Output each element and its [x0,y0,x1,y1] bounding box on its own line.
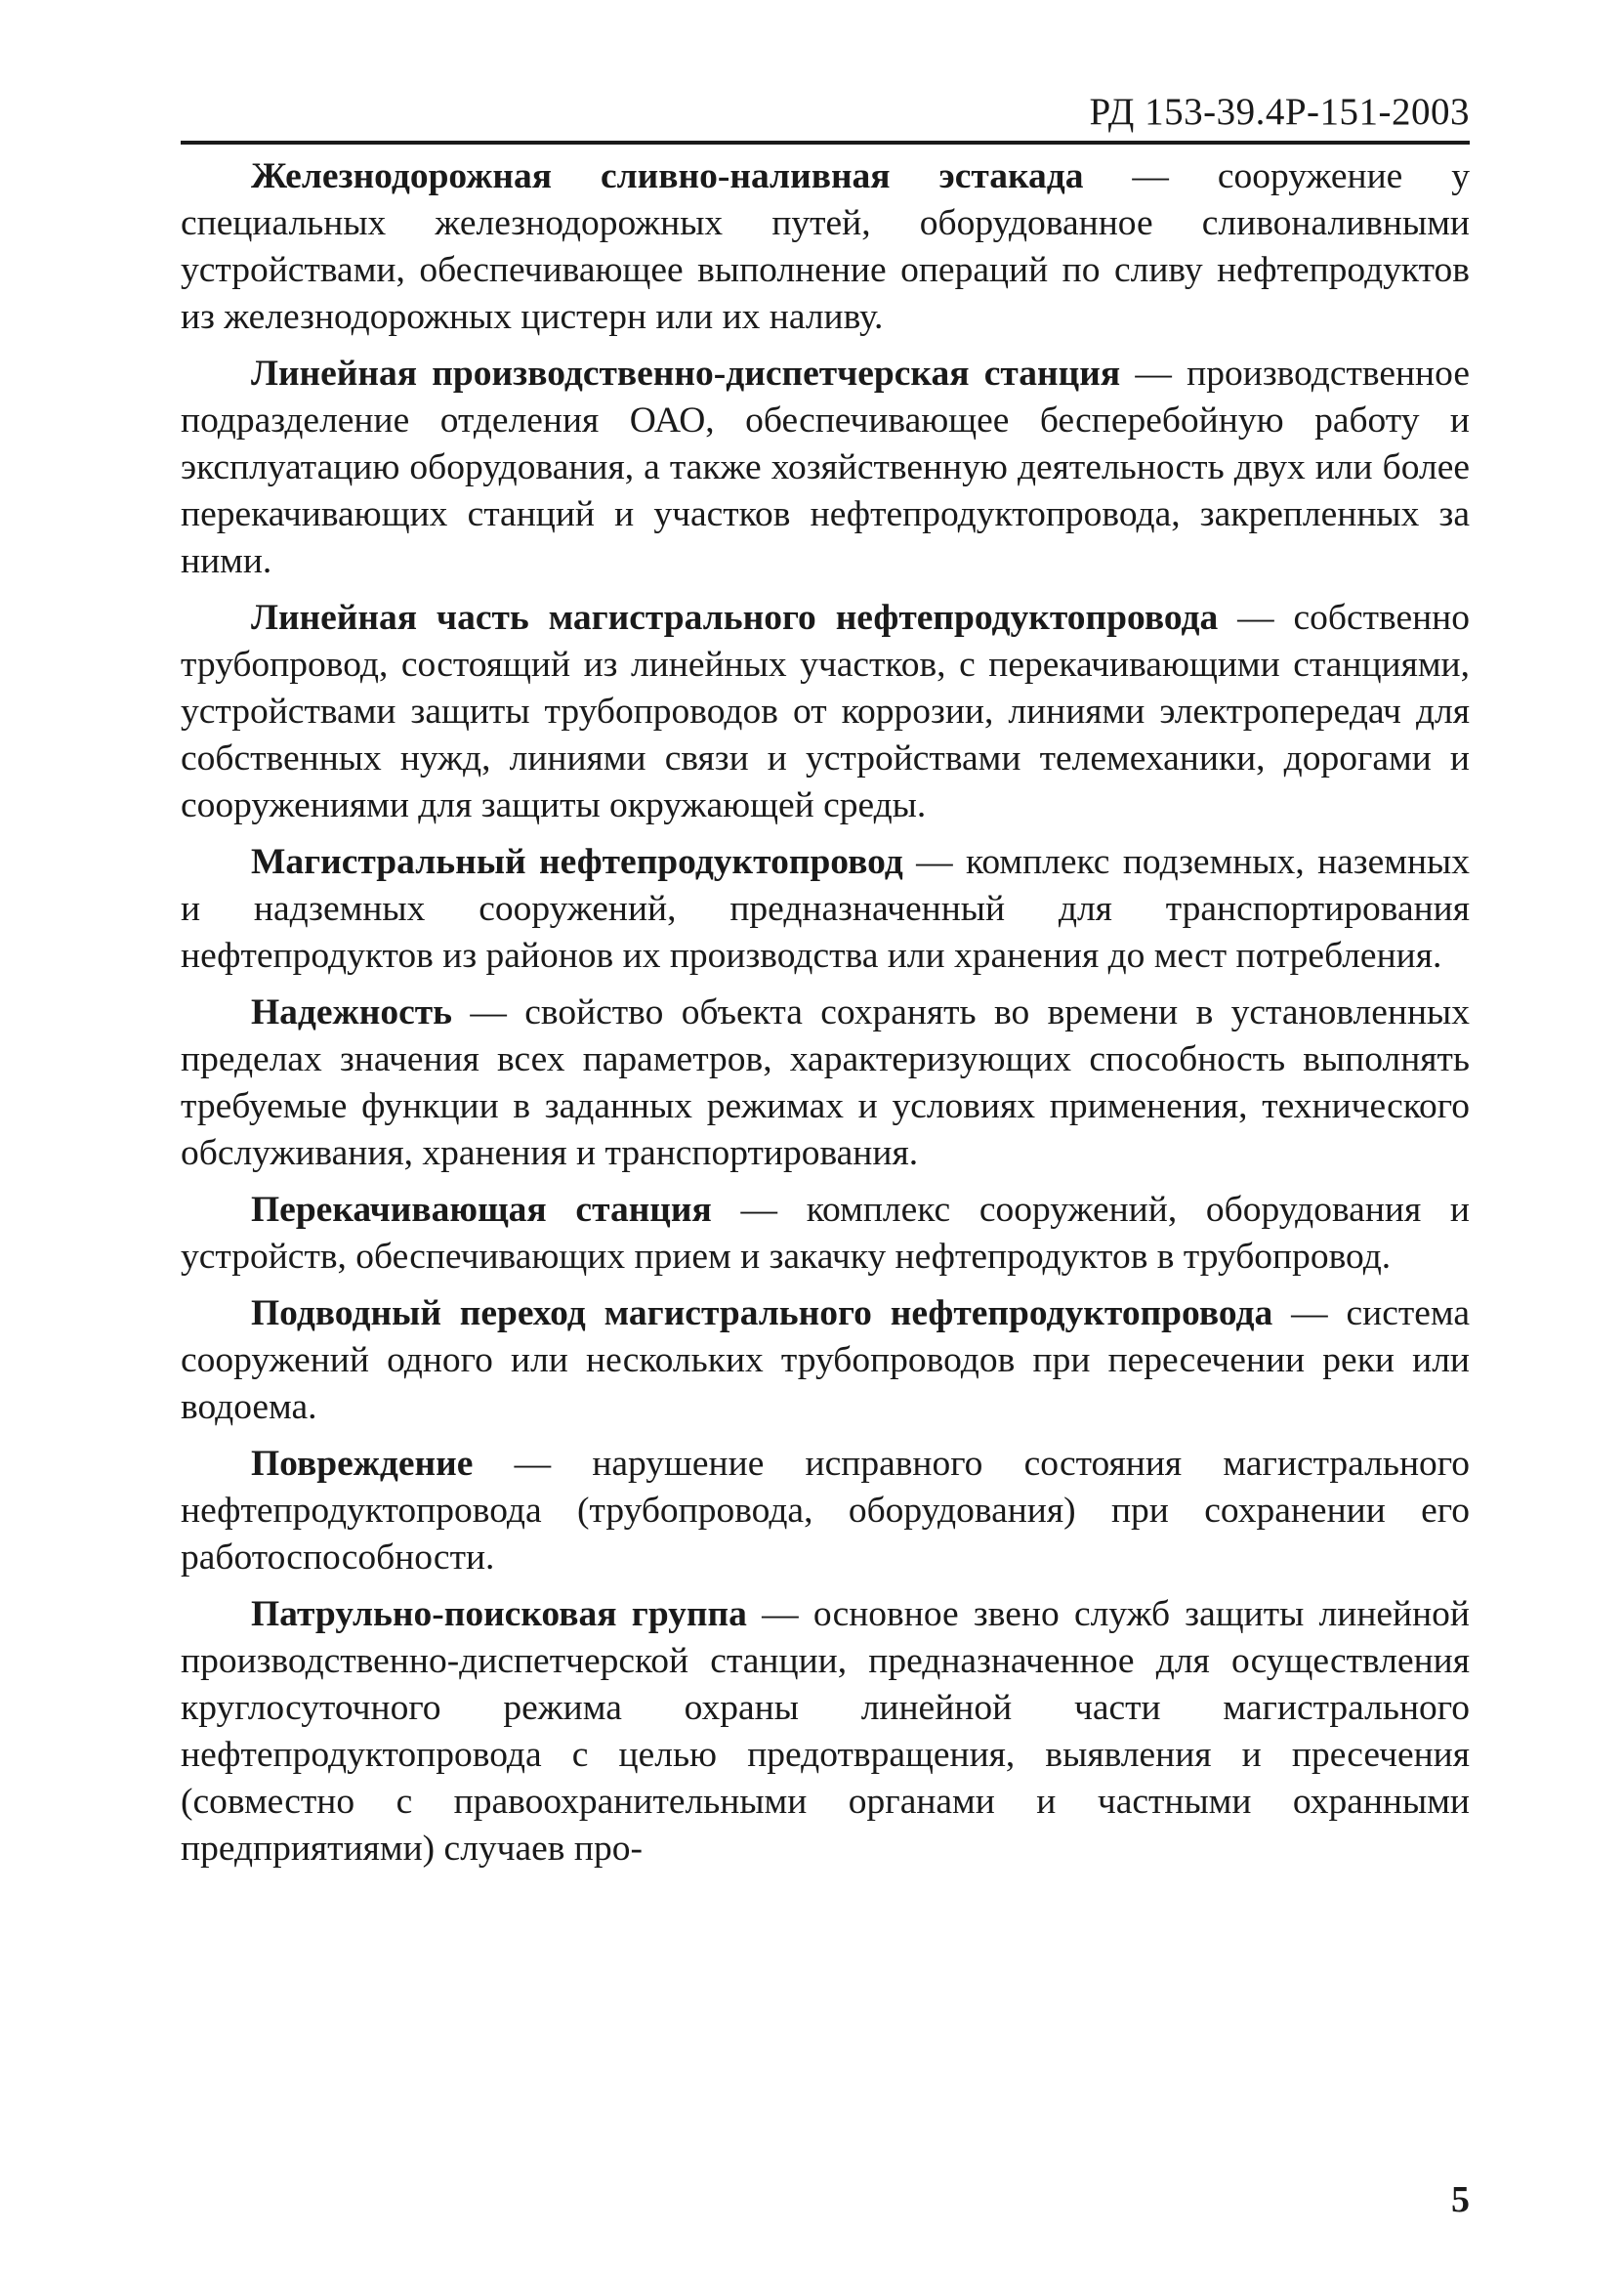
definition-term: Перекачивающая станция [251,1190,712,1230]
header-rule [181,141,1470,145]
definition-term: Линейная часть магистрального нефтепродуктопровода [251,598,1219,638]
definition-term: Линейная производственно-диспетчерская станция [251,354,1121,394]
definition-paragraph [181,595,1470,829]
definition-term: Патрульно-поисковая группа [251,1594,747,1634]
definition-text: — нарушение исправного состояния магистрального нефтепродуктопровода (трубопровода, оборудования) при сохранении его работоспособности. [181,1444,1470,1578]
definitions-body [181,153,1470,1882]
definition-paragraph [181,990,1470,1177]
definition-text: — комплекс подземных, наземных и надземных сооружений, предназначенный для транспортирования нефтепродуктов из районов их производства или хранения до мест потребления. [181,842,1470,976]
definition-text: — собственно трубопровод, состоящий из линейных участков, с перекачивающими станциями, устройствами защиты трубопроводов от коррозии, линиями электропередач для собственных нужд, линиями связи и устройствами телемеханики, дорогами и сооружениями для защиты окружающей среды. [181,598,1471,825]
definition-term: Надежность [251,992,452,1032]
definition-text: — комплекс сооружений, оборудования и устройств, обеспечивающих прием и закачку нефтепродуктов в трубопровод. [181,1190,1470,1277]
definition-paragraph [181,1290,1470,1431]
definition-paragraph [181,153,1470,341]
definition-paragraph [181,1591,1470,1873]
definition-text: — сооружение у специальных железнодорожных путей, оборудованное сливоналивными устройствами, обеспечивающее выполнение операций по сливу нефтепродуктов из железнодорожных цистерн или их наливу. [181,156,1470,337]
page-number: 5 [1451,2179,1470,2220]
page-header [181,90,1470,147]
definition-text: — свойство объекта сохранять во времени в установленных пределах значения всех параметров, характеризующих способность выполнять требуемые функции в заданных режимах и условиях применения, технического обслуживания, хранения и транспортирования. [181,992,1470,1173]
definition-text: — система сооружений одного или нескольких трубопроводов при пересечении реки или водоема. [181,1293,1470,1427]
definition-paragraph [181,1441,1470,1581]
definition-term: Магистральный нефтепродуктопровод [251,842,903,882]
definition-text: — основное звено служб защиты линейной производственно-диспетчерской станции, предназначенное для осуществления круглосуточного режима охраны линейной части магистрального нефтепродуктопровода с целью предотвращения, выявления и пресечения (совместно с правоохранительными органами и частными охранными предприятиями) случаев про- [181,1594,1470,1869]
definition-term: Повреждение [251,1444,474,1484]
definition-text: — производственное подразделение отделения ОАО, обеспечивающее бесперебойную работу и эксплуатацию оборудования, а также хозяйственную деятельность двух или более перекачивающих станций и участков нефтепродуктопровода, закрепленных за ними. [181,354,1470,581]
definition-term: Железнодорожная сливно-наливная эстакада [251,156,1084,196]
definition-paragraph [181,839,1470,980]
definition-paragraph [181,351,1470,585]
definition-term: Подводный переход магистрального нефтепродуктопровода [251,1293,1273,1333]
definition-paragraph [181,1187,1470,1281]
document-code: РД 153-39.4Р-151-2003 [1089,91,1470,133]
